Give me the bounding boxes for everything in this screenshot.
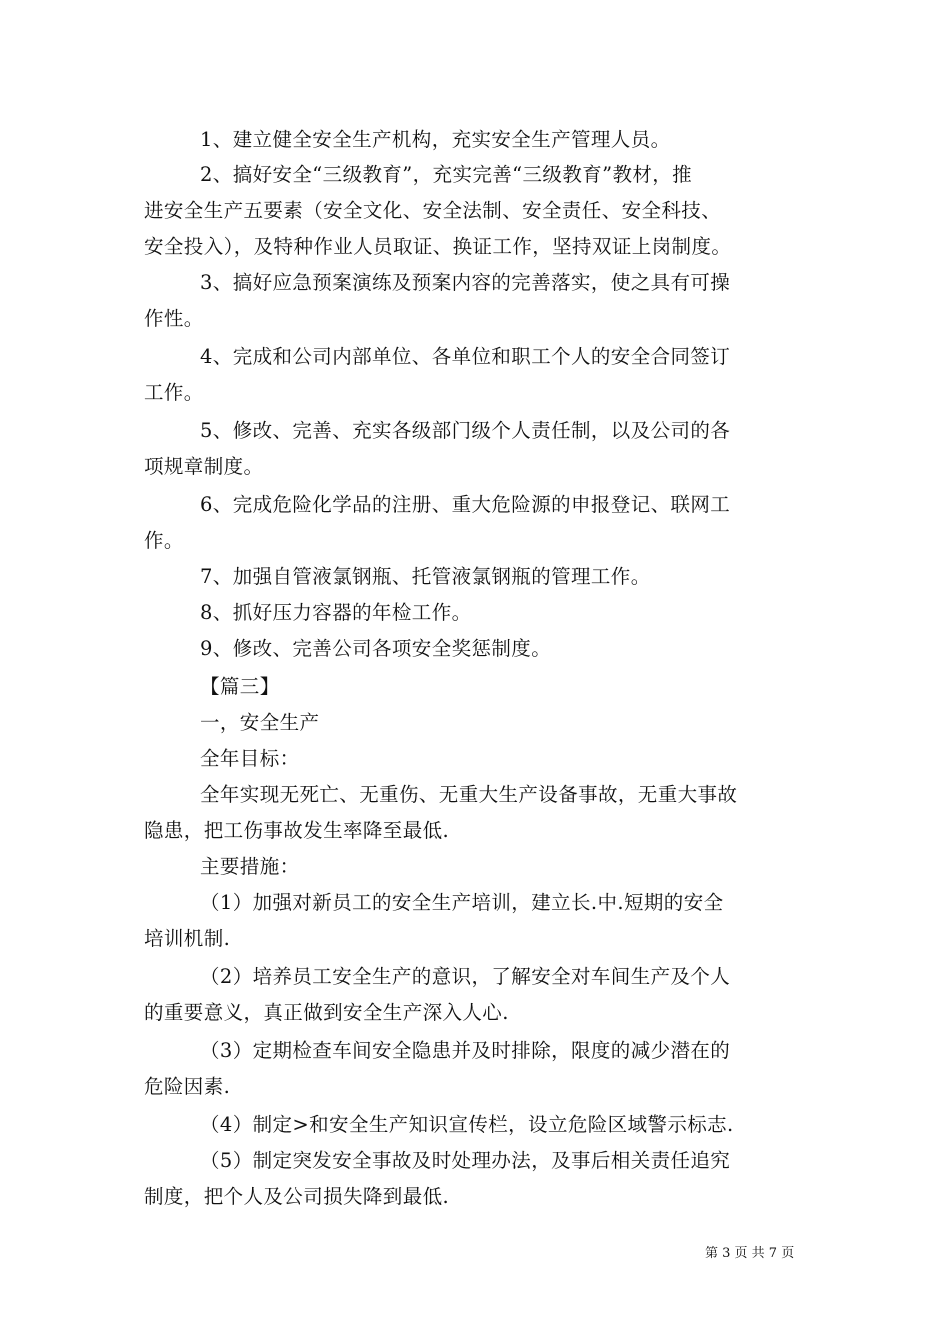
paragraph-line: 的重要意义，真正做到安全生产深入人心. <box>144 1001 509 1024</box>
paragraph-line: （4）制定>和安全生产知识宣传栏，设立危险区域警示标志. <box>200 1113 734 1136</box>
paragraph-line: （2）培养员工安全生产的意识，了解安全对车间生产及个人 <box>200 965 731 988</box>
paragraph-line: 6、完成危险化学品的注册、重大危险源的申报登记、联网工 <box>200 493 731 516</box>
subheading: 全年目标： <box>200 747 300 770</box>
paragraph-line: 2、搞好安全“三级教育”，充实完善“三级教育”教材，推 <box>200 163 693 186</box>
paragraph-line: 培训机制. <box>144 927 231 950</box>
paragraph-line: 工作。 <box>144 381 204 404</box>
paragraph-line: （5）制定突发安全事故及时处理办法，及事后相关责任追究 <box>200 1149 731 1172</box>
paragraph-line: 9、修改、完善公司各项安全奖惩制度。 <box>200 637 552 660</box>
paragraph-line: 1、建立健全安全生产机构，充实安全生产管理人员。 <box>200 128 671 151</box>
paragraph-line: （3）定期检查车间安全隐患并及时排除，限度的减少潜在的 <box>200 1039 731 1062</box>
paragraph-line: 项规章制度。 <box>144 455 264 478</box>
paragraph-line: 3、搞好应急预案演练及预案内容的完善落实，使之具有可操 <box>200 271 731 294</box>
paragraph-line: 全年实现无死亡、无重伤、无重大生产设备事故，无重大事故 <box>200 783 738 806</box>
paragraph-line: 7、加强自管液氯钢瓶、托管液氯钢瓶的管理工作。 <box>200 565 651 588</box>
page-number: 第 3 页 共 7 页 <box>705 1246 795 1261</box>
subheading: 主要措施： <box>200 855 300 878</box>
paragraph-line: 5、修改、完善、充实各级部门级个人责任制，以及公司的各 <box>200 419 731 442</box>
paragraph-line: 8、抓好压力容器的年检工作。 <box>200 601 472 624</box>
paragraph-line: 隐患，把工伤事故发生率降至最低. <box>144 819 450 842</box>
paragraph-line: 作。 <box>144 529 184 552</box>
paragraph-line: 进安全生产五要素（安全文化、安全法制、安全责任、安全科技、 <box>144 199 722 222</box>
section-heading: 一，安全生产 <box>200 711 320 734</box>
paragraph-line: 制度，把个人及公司损失降到最低. <box>144 1185 450 1208</box>
paragraph-line: 安全投入），及特种作业人员取证、换证工作，坚持双证上岗制度。 <box>144 235 732 258</box>
paragraph-line: （1）加强对新员工的安全生产培训，建立长.中.短期的安全 <box>200 891 724 914</box>
section-heading: 【篇三】 <box>200 675 280 698</box>
paragraph-line: 危险因素. <box>144 1075 231 1098</box>
paragraph-line: 作性。 <box>144 307 204 330</box>
paragraph-line: 4、完成和公司内部单位、各单位和职工个人的安全合同签订 <box>200 345 731 368</box>
